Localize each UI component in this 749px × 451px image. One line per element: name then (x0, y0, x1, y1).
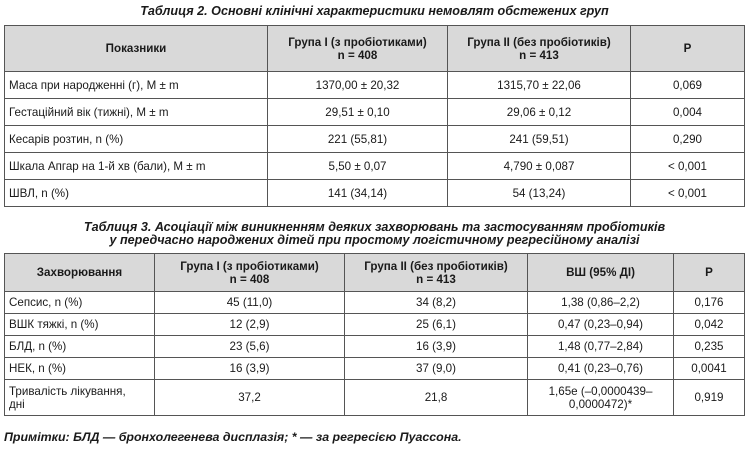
table3 (4, 253, 745, 416)
table-cell: 0,47 (0,23–0,94) (528, 314, 674, 336)
table-cell: 12 (2,9) (155, 314, 345, 336)
table-cell: 16 (3,9) (155, 358, 345, 380)
header-cell: Показники (5, 26, 268, 72)
table-cell: 4,790 ± 0,087 (448, 153, 631, 180)
header-cell: ВШ (95% ДІ) (528, 254, 674, 292)
header-cell: Група I (з пробіотиками) n = 408 (155, 254, 345, 292)
table-cell: < 0,001 (631, 153, 745, 180)
table-cell: 221 (55,81) (268, 126, 448, 153)
row-label-cell: БЛД, n (%) (5, 336, 155, 358)
table-cell: 241 (59,51) (448, 126, 631, 153)
header-cell: Група I (з пробіотиками) n = 408 (268, 26, 448, 72)
table-cell: 0,069 (631, 72, 745, 99)
table-row (5, 336, 745, 358)
table-row (5, 99, 745, 126)
table-cell: 37 (9,0) (345, 358, 528, 380)
row-label-cell: ШВЛ, n (%) (5, 180, 268, 207)
table-cell: 5,50 ± 0,07 (268, 153, 448, 180)
table-cell: 54 (13,24) (448, 180, 631, 207)
table-cell: 0,41 (0,23–0,76) (528, 358, 674, 380)
table-cell: 0,176 (674, 292, 745, 314)
table-cell: 29,06 ± 0,12 (448, 99, 631, 126)
table-cell: 0,004 (631, 99, 745, 126)
table-cell: 0,042 (674, 314, 745, 336)
table-cell: 1315,70 ± 22,06 (448, 72, 631, 99)
table-row (5, 292, 745, 314)
table-cell: 21,8 (345, 380, 528, 416)
header-cell: Захворювання (5, 254, 155, 292)
table-cell: < 0,001 (631, 180, 745, 207)
table-row (5, 314, 745, 336)
table-row (5, 358, 745, 380)
table3-header-row (5, 254, 745, 292)
row-label-cell: Гестаційний вік (тижні), M ± m (5, 99, 268, 126)
table3-title: Таблиця 3. Асоціації між виникненням деяких захворювань та застосуванням пробіотиків у передчасно народжених дітей при простому логістичному регресійному аналізі (83, 220, 666, 247)
row-label-cell: Кесарів розтин, n (%) (5, 126, 268, 153)
table-cell: 0,290 (631, 126, 745, 153)
table-cell: 34 (8,2) (345, 292, 528, 314)
row-label-cell: НЕК, n (%) (5, 358, 155, 380)
table-cell: 25 (6,1) (345, 314, 528, 336)
table-cell: 1,65е (–0,0000439– 0,0000472)* (528, 380, 674, 416)
row-label-cell: Маса при народженні (г), M ± m (5, 72, 268, 99)
table2-header-row (5, 26, 745, 72)
table-row (5, 180, 745, 207)
table2 (4, 25, 745, 207)
table-cell: 1370,00 ± 20,32 (268, 72, 448, 99)
header-cell: Група II (без пробіотиків) n = 413 (448, 26, 631, 72)
table-cell: 29,51 ± 0,10 (268, 99, 448, 126)
header-cell: P (674, 254, 745, 292)
row-label-cell: Сепсис, n (%) (5, 292, 155, 314)
table-cell: 1,38 (0,86–2,2) (528, 292, 674, 314)
table-cell: 1,48 (0,77–2,84) (528, 336, 674, 358)
header-cell: Група II (без пробіотиків) n = 413 (345, 254, 528, 292)
table-cell: 0,0041 (674, 358, 745, 380)
row-label-cell: ВШК тяжкі, n (%) (5, 314, 155, 336)
table-cell: 16 (3,9) (345, 336, 528, 358)
header-cell: P (631, 26, 745, 72)
table-row (5, 72, 745, 99)
table-cell: 23 (5,6) (155, 336, 345, 358)
table-cell: 37,2 (155, 380, 345, 416)
footnote: Примітки: БЛД — бронхолегенева дисплазія; * — за регресією Пуассона. (4, 430, 462, 444)
table-cell: 141 (34,14) (268, 180, 448, 207)
table2-title: Таблиця 2. Основні клінічні характеристики немовлят обстежених груп (140, 4, 609, 18)
table-cell: 0,919 (674, 380, 745, 416)
table-row (5, 126, 745, 153)
table-cell: 45 (11,0) (155, 292, 345, 314)
row-label-cell: Шкала Апгар на 1-й хв (бали), M ± m (5, 153, 268, 180)
table-row (5, 153, 745, 180)
table-row (5, 380, 745, 416)
table-cell: 0,235 (674, 336, 745, 358)
row-label-cell: Тривалість лікування, дні (5, 380, 155, 416)
